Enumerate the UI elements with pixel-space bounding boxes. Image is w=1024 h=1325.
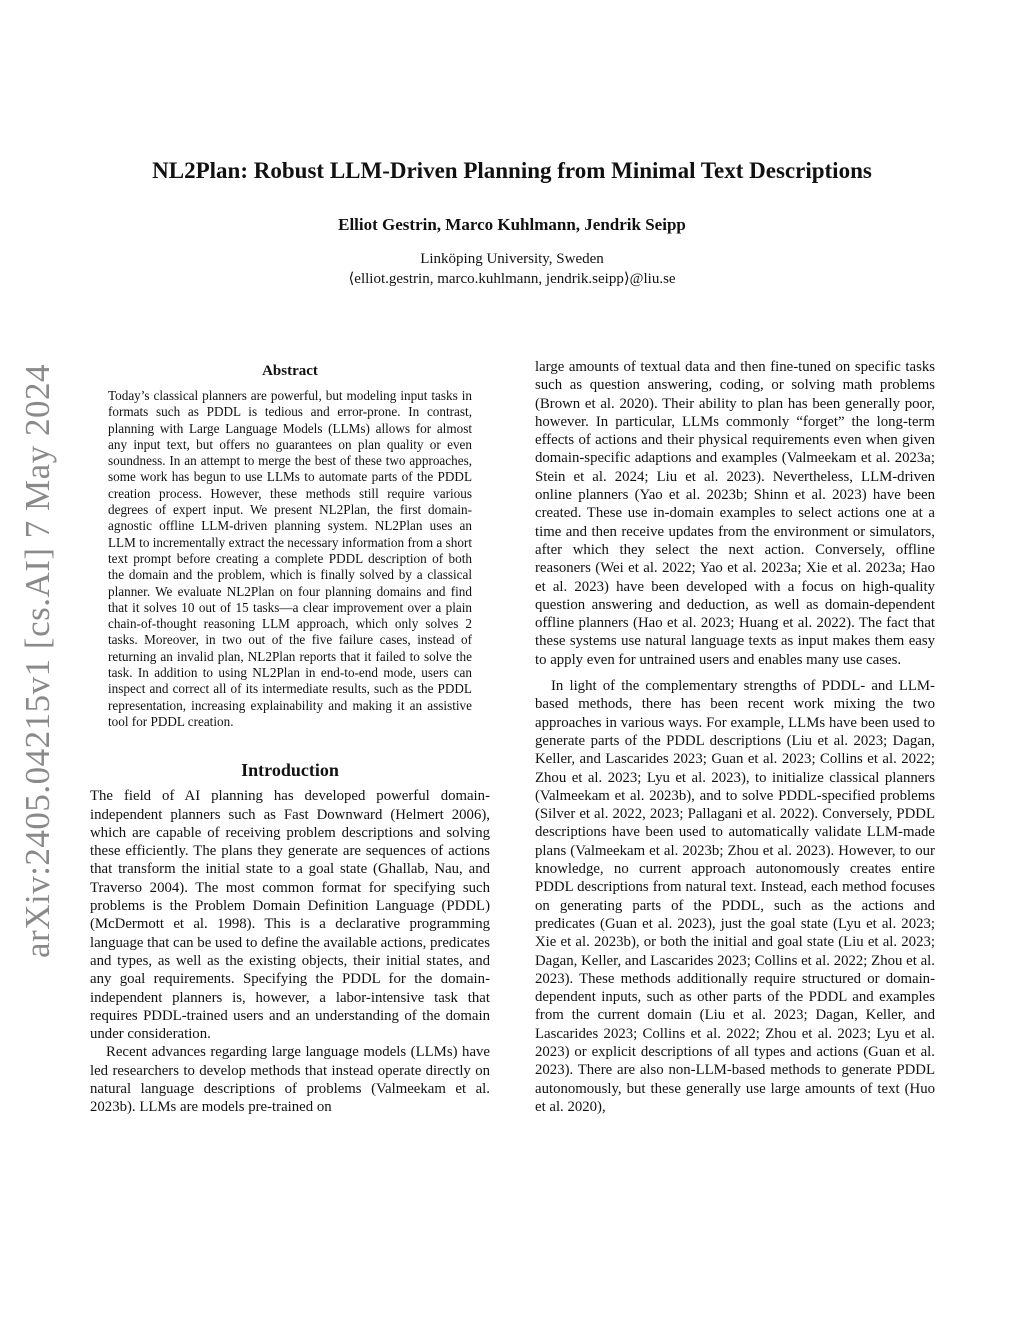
author-emails: ⟨elliot.gestrin, marco.kuhlmann, jendrik.seipp⟩@liu.se bbox=[348, 271, 676, 287]
affiliation: Linköping University, Sweden bbox=[420, 251, 604, 267]
arxiv-identifier: arXiv:2405.04215v1 [cs.AI] 7 May 2024 bbox=[18, 364, 57, 958]
intro-paragraph-2: Recent advances regarding large language models (LLMs) have led researchers to develop methods that instead operate directly on natural language descriptions of problems (Valmeekam et al. 2023b). LLMs are models pre-trained on bbox=[90, 1044, 490, 1116]
abstract-heading: Abstract bbox=[262, 363, 318, 379]
intro-paragraph-1: The field of AI planning has developed powerful domain-independent planners such as Fast Downward (Helmert 2006), which are capable of receiving problem descriptions and solving these efficiently. The plans they generate are sequences of actions that transform the initial state to a goal state (Ghallab, Nau, and Traverso 2004). The most common format for specifying such problems is the Problem Domain Definition Language (PDDL) (McDermott et al. 1998). This is a declarative programming language that can be used to define the available actions, predicates and types, as well as the existing objects, their initial states, and any goal requirements. Specifying the PDDL for the domain-independent planners is, however, a labor-intensive task that requires PDDL-trained users and an understanding of the domain under consideration. bbox=[90, 788, 490, 1043]
right-column bbox=[535, 358, 935, 1116]
introduction-heading: Introduction bbox=[241, 760, 339, 781]
affiliation-block bbox=[0, 249, 1024, 289]
right-paragraph-1: large amounts of textual data and then fine-tuned on specific tasks such as question answering, coding, or solving math problems (Brown et al. 2020). Their ability to plan has been generally poor, however. In particular, LLMs commonly “forget” the long-term effects of actions and their physical requirements even when given domain-specific adaptions and examples (Valmeekam et al. 2023a; Stein et al. 2024; Liu et al. 2023). Nevertheless, LLM-driven online planners (Yao et al. 2023b; Shinn et al. 2023) have been created. These use in-domain examples to select actions one at a time and then receive updates from the environment or simulators, after which they select the next action. Conversely, offline reasoners (Wei et al. 2022; Yao et al. 2023a; Xie et al. 2023a; Hao et al. 2023) have been developed with a focus on high-quality question answering and deduction, as well as domain-dependent offline planners (Hao et al. 2023; Huang et al. 2022). The fact that these systems use natural language texts as input makes them easy to apply even for untrained users and enables many use cases. bbox=[535, 359, 935, 668]
right-paragraph-2: In light of the complementary strengths of PDDL- and LLM-based methods, there has been recent work mixing the two approaches in various ways. For example, LLMs have been used to generate parts of the PDDL descriptions (Liu et al. 2023; Dagan, Keller, and Lascarides 2023; Guan et al. 2023; Collins et al. 2022; Zhou et al. 2023; Lyu et al. 2023), to initialize classical planners (Valmeekam et al. 2023b), and to solve PDDL-specified problems (Silver et al. 2022, 2023; Pallagani et al. 2022). Conversely, PDDL descriptions have been used to automatically validate LLM-made plans (Valmeekam et al. 2023b; Zhou et al. 2023). However, to our knowledge, no current approach autonomously creates entire PDDL descriptions from natural text. Instead, each method focuses on generating parts of the PDDL, such as the actions and predicates (Guan et al. 2023), just the goal state (Lyu et al. 2023; Xie et al. 2023b), or both the initial and goal state (Liu et al. 2023; Dagan, Keller, and Lascarides 2023; Collins et al. 2022; Zhou et al. 2023). These methods additionally require structured or domain-dependent inputs, such as other parts of the PDDL and examples from the current domain (Liu et al. 2023; Dagan, Keller, and Lascarides 2023; Collins et al. 2022; Zhou et al. 2023; Lyu et al. 2023) or explicit descriptions of all types and actions (Guan et al. 2023). There are also non-LLM-based methods to generate PDDL autonomously, but these generally use large amounts of text (Huo et al. 2020), bbox=[535, 678, 935, 1115]
paper-title: NL2Plan: Robust LLM-Driven Planning from Minimal Text Descriptions bbox=[152, 158, 872, 183]
left-column bbox=[90, 363, 490, 1117]
author-list: Elliot Gestrin, Marco Kuhlmann, Jendrik Seipp bbox=[338, 215, 686, 234]
abstract-text: Today’s classical planners are powerful, but modeling input tasks in formats such as PDDL is tedious and error-prone. In contrast, planning with Large Language Models (LLMs) allows for almost any input text, but offers no guarantees on plan quality or even soundness. In an attempt to merge the best of these two approaches, some work has begun to use LLMs to automate parts of the PDDL creation process. However, these methods still require various degrees of expert input. We present NL2Plan, the first domain-agnostic offline LLM-driven planning system. NL2Plan uses an LLM to incrementally extract the necessary information from a short text prompt before creating a complete PDDL description of both the domain and the problem, which is finally solved by a classical planner. We evaluate NL2Plan on four planning domains and find that it solves 10 out of 15 tasks—a clear improvement over a plain chain-of-thought reasoning LLM approach, which only solves 2 tasks. Moreover, in two out of the five failure cases, instead of returning an invalid plan, NL2Plan reports that it failed to solve the task. In addition to using NL2Plan in end-to-end mode, users can inspect and correct all of its intermediate results, such as the PDDL representation, increasing explainability and making it an assistive tool for PDDL creation. bbox=[108, 388, 472, 729]
